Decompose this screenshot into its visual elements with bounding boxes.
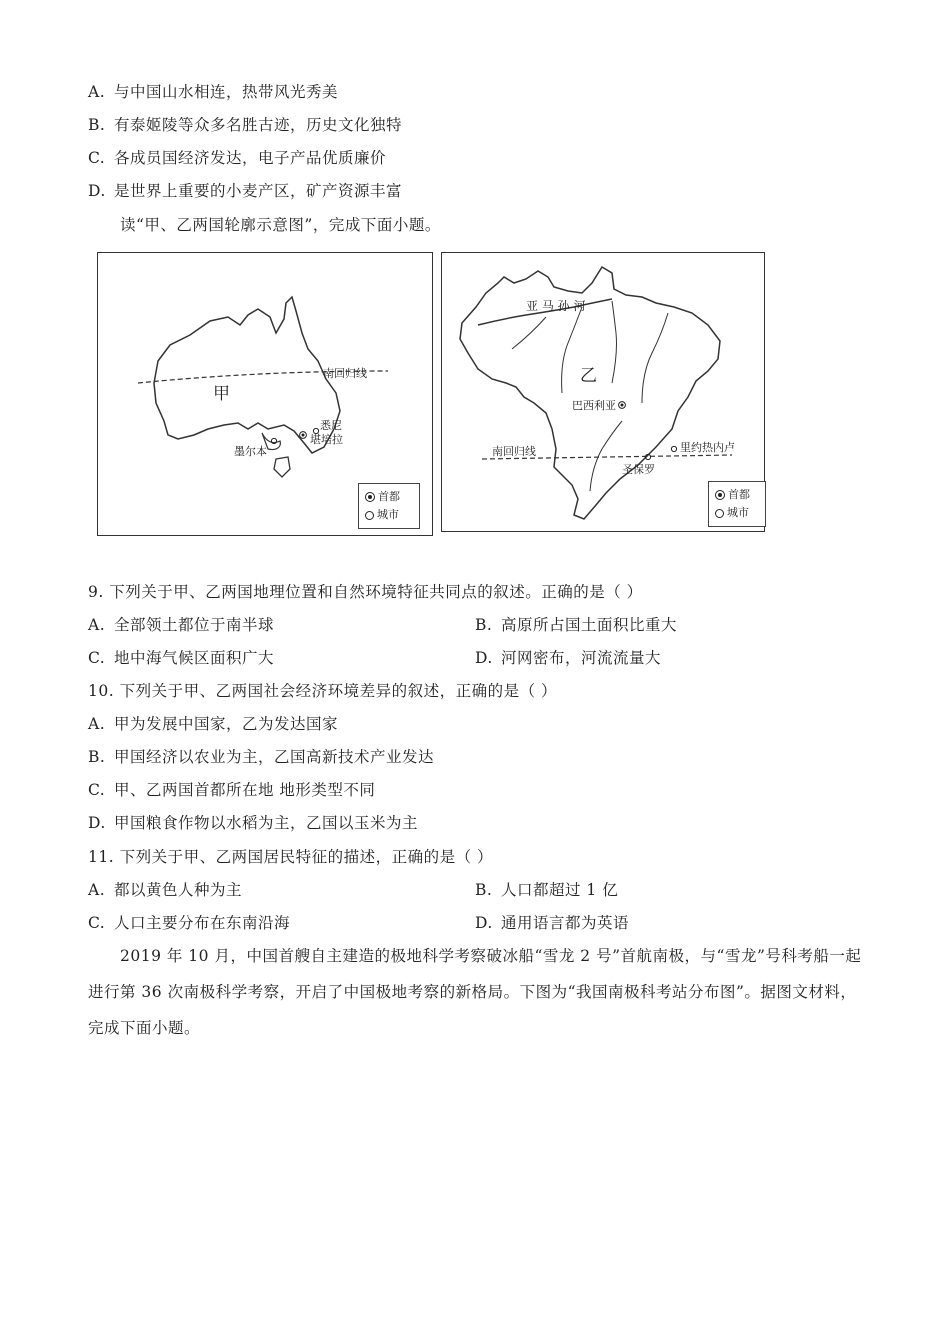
q11-option-a[interactable]: A. 都以黄色人种为主: [88, 881, 243, 899]
yi-coastline: [460, 267, 720, 519]
jia-legend-capital: 首都: [365, 488, 413, 506]
q9-option-d[interactable]: D. 河网密布，河流流量大: [475, 649, 662, 667]
q10-option-a[interactable]: A. 甲为发展中国家，乙为发达国家: [88, 715, 339, 733]
q11-option-d[interactable]: D. 通用语言都为英语: [475, 914, 630, 932]
q10-option-d[interactable]: D. 甲国粮食作物以水稻为主，乙国以玉米为主: [88, 814, 419, 832]
city-symbol-icon: [715, 509, 724, 518]
yi-tropic-label: 南回归线: [492, 445, 536, 458]
map-instruction: 读“甲、乙两国轮廓示意图”，完成下面小题。: [120, 216, 441, 234]
q10-option-c[interactable]: C. 甲、乙两国首都所在地 地形类型不同: [88, 781, 376, 799]
prev-option-d: D. 是世界上重要的小麦产区，矿产资源丰富: [88, 182, 403, 200]
capital-symbol-icon: [715, 490, 725, 500]
prev-option-c: C. 各成员国经济发达，电子产品优质廉价: [88, 149, 387, 167]
q11-stem: 11. 下列关于甲、乙两国居民特征的描述，正确的是（ ）: [88, 848, 494, 866]
yi-legend-capital: 首都: [715, 486, 759, 504]
q11-option-b[interactable]: B. 人口都超过 1 亿: [475, 881, 619, 899]
jia-city-sydney: 悉尼: [320, 419, 342, 432]
map-jia: [97, 252, 433, 536]
q11-option-c[interactable]: C. 人口主要分布在东南沿海: [88, 914, 291, 932]
jia-legend: [358, 483, 420, 529]
prev-option-a: A. 与中国山水相连，热带风光秀美: [88, 83, 339, 101]
city-rio-icon: [671, 446, 676, 451]
q9-stem: 9. 下列关于甲、乙两国地理位置和自然环境特征共同点的叙述。正确的是（ ）: [88, 583, 643, 601]
q9-option-b[interactable]: B. 高原所占国土面积比重大: [475, 616, 678, 634]
capital-canberra-dot-icon: [302, 434, 305, 437]
parana-river: [590, 421, 622, 491]
tributary-4: [642, 313, 668, 403]
jia-coastline: [154, 297, 340, 453]
yi-legend-city: 城市: [715, 504, 759, 522]
yi-city-saopaulo: 圣保罗: [622, 463, 655, 476]
jia-tropic-label: 南回归线: [323, 367, 367, 380]
prev-option-b: B. 有泰姬陵等众多名胜古迹，历史文化独特: [88, 116, 403, 134]
q9-option-c[interactable]: C. 地中海气候区面积广大: [88, 649, 275, 667]
yi-amazon-label: 亚 马 孙 河: [526, 299, 586, 313]
jia-country-label: 甲: [213, 384, 230, 404]
jia-city-melbourne: 墨尔本: [234, 445, 267, 458]
yi-legend: [708, 481, 766, 527]
capital-brasilia-dot-icon: [621, 404, 624, 407]
yi-city-rio: 里约热内卢: [680, 441, 735, 454]
jia-island: [274, 457, 290, 477]
capital-symbol-icon: [365, 492, 375, 502]
yi-country-label: 乙: [580, 366, 597, 386]
passage-text: 2019 年 10 月，中国首艘自主建造的极地科学考察破冰船“雪龙 2 号”首航南极，与“雪龙”号科考船一起进行第 36 次南极科学考察，开启了中国极地考察的新格局。下图为“我国南极科考站分布图”。据图文材料，完成下面小题。: [88, 947, 862, 1037]
q9-option-a[interactable]: A. 全部领土都位于南半球: [88, 616, 275, 634]
map-yi: [441, 252, 765, 532]
tributary-2: [562, 307, 582, 393]
tributary-3: [612, 301, 617, 383]
tributary-1: [512, 317, 546, 349]
q10-stem: 10. 下列关于甲、乙两国社会经济环境差异的叙述，正确的是（ ）: [88, 682, 558, 700]
city-symbol-icon: [365, 511, 374, 520]
jia-legend-city: 城市: [365, 506, 413, 524]
yi-city-brasilia: 巴西利亚: [572, 399, 616, 412]
q10-option-b[interactable]: B. 甲国经济以农业为主，乙国高新技术产业发达: [88, 748, 435, 766]
jia-city-canberra: 堪培拉: [310, 433, 343, 446]
